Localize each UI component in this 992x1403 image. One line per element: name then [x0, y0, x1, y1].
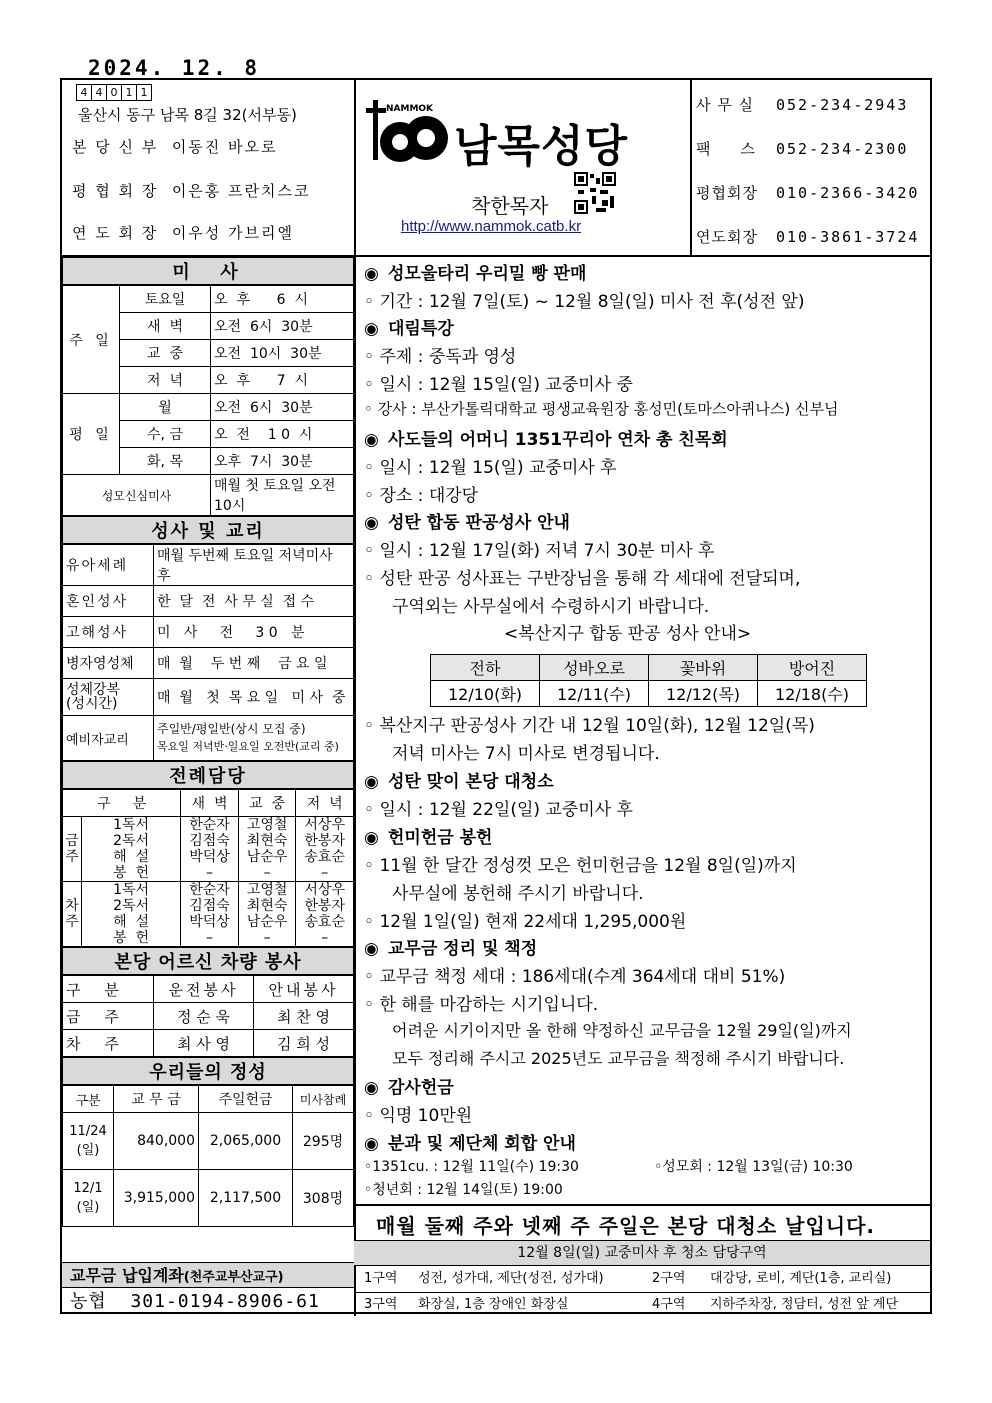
notice-line	[364, 851, 797, 876]
youth-name: 이우성 가브리엘	[171, 224, 295, 242]
notice-title-text: 헌미헌금 봉헌	[388, 828, 493, 848]
person: 한봉자	[304, 898, 345, 914]
person: 송효순	[304, 914, 345, 930]
table-row	[63, 790, 354, 817]
person: 김점숙	[189, 833, 230, 849]
notice-text: 기간 : 12월 7일(토) ~ 12월 8일(일) 미사 전 후(성전 앞)	[379, 292, 805, 312]
offering-head: 구분	[63, 1086, 114, 1113]
contact-row	[696, 94, 908, 115]
offering-head: 주일헌금	[199, 1086, 293, 1113]
zone-label: 1구역	[364, 1271, 398, 1286]
mass-time-key: 토요일	[120, 286, 211, 313]
notice-text: 강사 : 부산가톨릭대학교 평생교육원장 홍성민(토마스아퀴나스) 신부님	[377, 400, 839, 418]
notice-title	[364, 934, 537, 959]
table-row	[63, 1086, 354, 1113]
notice-title	[364, 259, 586, 284]
notice-line	[654, 1156, 853, 1176]
zip-digit: 4	[76, 84, 92, 101]
person: 송효순	[304, 849, 345, 865]
parish-name: 전하	[431, 655, 540, 681]
notice-line	[364, 795, 633, 820]
table-row	[431, 655, 867, 681]
offering-table	[62, 1085, 354, 1227]
week-label: 차 주	[63, 882, 82, 947]
sub-bullet-icon: ◦	[364, 912, 375, 932]
table-row	[63, 394, 354, 421]
sacrament-key: 예비자교리	[63, 716, 154, 761]
person: 고영철	[246, 817, 288, 833]
council-label: 평 협 회 장	[72, 182, 159, 200]
vehicle-guide: 김 희 성	[254, 1030, 354, 1057]
notice-line: 어려운 시기이지만 올 한해 약정하신 교무금을 12월 29일(일)까지	[392, 1021, 852, 1040]
account-label-bar	[62, 1262, 354, 1288]
header-contacts	[690, 80, 930, 255]
main-cell	[238, 817, 296, 882]
bullet-icon: ◉	[364, 513, 379, 533]
contact-label: 연도회장	[696, 228, 758, 246]
notice-title	[364, 508, 570, 533]
person: 남순우	[246, 849, 288, 865]
sub-bullet-icon: ◦	[364, 375, 375, 395]
table-row	[63, 286, 354, 313]
catechism-value	[154, 716, 354, 761]
main-cell	[238, 882, 296, 947]
mass-time-value: 오전 6시 30분	[211, 313, 354, 340]
notice-line: 사무실에 봉헌해 주시기 바랍니다.	[392, 884, 644, 904]
person: –	[321, 930, 329, 946]
parish-name: 방어진	[758, 655, 867, 681]
mass-time-key: 새 벽	[120, 313, 211, 340]
offering-date: 11/24 (일)	[63, 1113, 114, 1170]
offering-sunday: 2,065,000	[199, 1113, 293, 1170]
vehicle-head: 운전봉사	[154, 976, 254, 1003]
role: 봉 헌	[113, 865, 150, 881]
vehicle-section-title: 본당 어르신 차량 봉사	[62, 947, 354, 975]
notice-text: 12월 1일(일) 현재 22세대 1,295,000원	[379, 912, 687, 932]
left-column	[62, 257, 356, 1316]
vehicle-head: 안내봉사	[254, 976, 354, 1003]
notice-text: 일시 : 12월 22일(일) 교중미사 후	[379, 800, 633, 820]
sub-bullet-icon: ◦	[654, 1159, 663, 1175]
liturgy-head: 교 중	[238, 790, 296, 817]
role: 봉 헌	[113, 930, 150, 946]
zone-label: 3구역	[364, 1297, 398, 1312]
qr-code-icon	[574, 172, 616, 214]
notice-line	[364, 398, 838, 419]
confession-date: 12/12(목)	[649, 681, 758, 707]
account-note: (천주교부산교구)	[183, 1270, 284, 1285]
notice-subtitle: <복산지구 합동 판공 성사 안내>	[504, 624, 752, 644]
sacrament-key: 혼인성사	[63, 586, 154, 617]
header	[62, 80, 930, 257]
mass-time-value: 오후 7시 30분	[211, 448, 354, 475]
council-name: 이은홍 프란치스코	[171, 182, 311, 200]
person: 한순자	[189, 882, 230, 898]
sub-bullet-icon: ◦	[364, 486, 375, 506]
header-logo-area	[354, 80, 692, 255]
notice-line	[364, 342, 516, 367]
notice-title-text: 감사헌금	[388, 1078, 454, 1098]
vehicle-week: 금 주	[63, 1003, 154, 1030]
mass-table	[62, 285, 354, 516]
notice-line	[364, 481, 478, 506]
person: 서상우	[304, 882, 345, 898]
cleaning-zone-row	[354, 1292, 930, 1318]
notice-text: 11월 한 달간 정성껏 모은 헌미헌금을 12월 8일(일)까지	[379, 856, 797, 876]
contact-number: 052-234-2300	[776, 140, 909, 158]
table-row	[63, 648, 354, 679]
table-row	[63, 586, 354, 617]
notice-title	[364, 1129, 576, 1154]
table-row	[63, 475, 354, 516]
person: 서상우	[304, 817, 345, 833]
sacrament-key: 고해성사	[63, 617, 154, 648]
notice-text: 1351cu. : 12월 11일(수) 19:30	[372, 1159, 579, 1175]
mass-time-key: 월	[120, 394, 211, 421]
person: 남순우	[246, 914, 288, 930]
bullet-icon: ◉	[364, 319, 379, 339]
offering-attendance: 295명	[293, 1113, 354, 1170]
notice-text: 일시 : 12월 15일(일) 교중미사 중	[379, 375, 633, 395]
person: 최현숙	[246, 898, 288, 914]
dawn-cell	[181, 882, 239, 947]
notice-title	[364, 314, 454, 339]
sub-bullet-icon: ◦	[364, 400, 373, 418]
notice-text: 주제 : 중독과 영성	[379, 347, 517, 367]
sacrament-value: 매 월 첫 목 요 일 미 사 중	[154, 679, 354, 716]
parish-name: 성바오로	[540, 655, 649, 681]
offering-section-title: 우리들의 정성	[62, 1057, 354, 1085]
sacrament-value: 한 달 전 사 무 실 접 수	[154, 586, 354, 617]
notice-title	[364, 823, 492, 848]
pastor-name: 이동진 바오로	[171, 138, 278, 156]
bullet-icon: ◉	[364, 430, 379, 450]
contact-number: 052-234-2943	[776, 96, 909, 114]
catechism-line: 주일반/평일반(상시 모집 중)	[157, 722, 306, 736]
notice-title-text: 성모울타리 우리밀 빵 판매	[388, 264, 587, 284]
notice-line	[364, 536, 714, 561]
contact-row	[696, 226, 919, 247]
parish-name: 꽃바위	[649, 655, 758, 681]
liturgy-roles	[82, 817, 181, 882]
zone-area: 화장실, 1층 장애인 화장실	[418, 1297, 569, 1312]
notice-text: 일시 : 12월 17일(화) 저녁 7시 30분 미사 후	[379, 541, 715, 561]
person: –	[206, 865, 213, 881]
zone-area: 지하주차장, 정담터, 성전 앞 계단	[710, 1297, 899, 1312]
sub-bullet-icon: ◦	[364, 347, 375, 367]
sacrament-value: 매 월 두 번 째 금 요 일	[154, 648, 354, 679]
zone-label: 2구역	[652, 1271, 686, 1286]
notice-text: 교무금 책정 세대 : 186세대(수계 364세대 대비 51%)	[379, 967, 786, 987]
contact-number: 010-3861-3724	[776, 228, 920, 246]
person: 한봉자	[304, 833, 345, 849]
notice-text: 성모회 : 12월 13일(금) 10:30	[662, 1159, 853, 1175]
table-row	[63, 545, 354, 586]
bulletin-date: 2024. 12. 8	[88, 56, 261, 80]
mass-time-value: 오전 6시 30분	[211, 394, 354, 421]
sub-bullet-icon: ◦	[364, 1182, 373, 1198]
sacrament-key: 병자영성체	[63, 648, 154, 679]
table-row	[63, 679, 354, 716]
youth-row	[72, 222, 294, 243]
sub-bullet-icon: ◦	[364, 995, 375, 1015]
account-number: 농협 301-0194-8906-61	[70, 1291, 320, 1312]
contact-label: 평협회장	[696, 184, 758, 202]
offering-dues: 840,000	[114, 1113, 199, 1170]
person: –	[263, 930, 271, 946]
contact-label: 팩 스	[696, 140, 756, 158]
cleaning-box	[354, 1204, 930, 1318]
liturgy-roles	[82, 882, 181, 947]
pastor-row	[72, 136, 278, 157]
notice-title-text: 사도들의 어머니 1351꾸리아 연차 총 친목회	[388, 430, 728, 450]
sub-bullet-icon: ◦	[364, 856, 375, 876]
bulletin-frame	[60, 78, 932, 1314]
bullet-icon: ◉	[364, 264, 379, 284]
notice-line: 저녁 미사는 7시 미사로 변경됩니다.	[392, 744, 660, 764]
notice-line: 모두 정리해 주시고 2025년도 교무금을 책정해 주시기 바랍니다.	[392, 1049, 845, 1068]
table-row	[63, 1030, 354, 1057]
zone-area: 대강당, 로비, 계단(1층, 교리실)	[710, 1271, 892, 1286]
mass-time-key: 화, 목	[120, 448, 211, 475]
mass-time-value: 오 후 6 시	[211, 286, 354, 313]
council-row	[72, 180, 311, 201]
notice-line	[364, 564, 800, 589]
liturgy-head: 저 녁	[296, 790, 354, 817]
zone-label: 4구역	[652, 1297, 686, 1312]
notice-line	[364, 1101, 472, 1126]
zip-digit: 4	[91, 84, 107, 101]
vehicle-driver: 정 순 욱	[154, 1003, 254, 1030]
vehicle-table	[62, 975, 354, 1057]
liturgy-table	[62, 789, 354, 947]
confession-schedule-table	[430, 654, 867, 707]
person: 김점숙	[189, 898, 230, 914]
table-row	[63, 617, 354, 648]
notice-text: 복산지구 판공성사 기간 내 12월 10일(화), 12월 12일(목)	[379, 716, 815, 736]
notice-title-text: 교무금 정리 및 책정	[388, 939, 538, 959]
notice-text: 청년회 : 12월 14일(토) 19:00	[372, 1182, 563, 1198]
sacraments-table	[62, 544, 354, 761]
dawn-cell	[181, 817, 239, 882]
notice-line	[364, 907, 686, 932]
person: 고영철	[246, 882, 288, 898]
address: 울산시 동구 남목 8길 32(서부동)	[78, 106, 297, 124]
sunday-label: 주 일	[63, 286, 120, 394]
bullet-icon: ◉	[364, 1134, 379, 1154]
eve-cell	[296, 882, 354, 947]
person: 박덕상	[189, 914, 230, 930]
account-label: 교무금 납입계좌	[70, 1266, 184, 1285]
offering-head: 미사참례	[293, 1086, 354, 1113]
logo-subtext: NAMMOK	[386, 104, 434, 114]
table-row	[63, 817, 354, 882]
sub-bullet-icon: ◦	[364, 800, 375, 820]
table-row	[63, 1170, 354, 1227]
zip-digit: 0	[106, 84, 122, 101]
notice-title	[364, 1073, 454, 1098]
offering-head: 교 무 금	[114, 1086, 199, 1113]
notice-text: 익명 10만원	[379, 1106, 473, 1126]
bullet-icon: ◉	[364, 828, 379, 848]
table-row	[63, 716, 354, 761]
notice-title	[364, 425, 728, 450]
mass-time-value: 오 전 1 0 시	[211, 421, 354, 448]
notice-line	[364, 287, 804, 312]
mass-time-key: 수, 금	[120, 421, 211, 448]
notice-line	[364, 1179, 563, 1199]
liturgy-head: 구 분	[63, 790, 181, 817]
vehicle-guide: 최 찬 영	[254, 1003, 354, 1030]
person: –	[321, 865, 329, 881]
role: 해 설	[113, 849, 150, 865]
role: 2독서	[113, 833, 150, 849]
motto: 착한목자	[471, 194, 549, 218]
website-link[interactable]: http://www.nammok.catb.kr	[401, 218, 582, 235]
notice-line	[364, 962, 785, 987]
table-row	[63, 882, 354, 947]
liturgy-head: 새 벽	[181, 790, 239, 817]
sacrament-key: 유아세례	[63, 545, 154, 586]
pastor-label: 본 당 신 부	[72, 138, 159, 156]
heart-mass-label: 성모신심미사	[63, 475, 211, 516]
notice-line	[364, 453, 617, 478]
cleaning-zone-row	[354, 1266, 930, 1293]
role: 1독서	[113, 882, 150, 898]
cleaning-subtitle: 12월 8일(일) 교중미사 후 청소 담당구역	[354, 1240, 930, 1266]
mass-time-key: 교 중	[120, 340, 211, 367]
sacrament-value: 매월 두번째 토요일 저녁미사 후	[154, 545, 354, 586]
zip-digit: 1	[121, 84, 137, 101]
sacraments-section-title: 성사 및 교리	[62, 516, 354, 544]
right-column	[354, 257, 930, 1316]
catechism-line: 목요일 저녁반·일요일 오전반(교리 중)	[157, 740, 339, 753]
person: 박덕상	[189, 849, 230, 865]
sub-bullet-icon: ◦	[364, 292, 375, 312]
mass-time-value: 오전 10시 30분	[211, 340, 354, 367]
notice-line: 구역외는 사무실에서 수령하시기 바랍니다.	[392, 597, 710, 617]
sub-bullet-icon: ◦	[364, 1106, 375, 1126]
sub-bullet-icon: ◦	[364, 541, 375, 561]
sub-bullet-icon: ◦	[364, 716, 375, 736]
cleaning-headline: 매월 둘째 주와 넷째 주 주일은 본당 대청소 날입니다.	[376, 1214, 876, 1238]
contact-label: 사 무 실	[696, 96, 755, 114]
youth-label: 연 도 회 장	[72, 224, 159, 242]
notice-title	[364, 767, 554, 792]
contact-row	[696, 138, 908, 159]
weekday-label: 평 일	[63, 394, 120, 475]
notice-line	[364, 1156, 579, 1176]
church-name: 남목성당	[454, 121, 629, 172]
heart-mass-value: 매월 첫 토요일 오전 10시	[211, 475, 354, 516]
bullet-icon: ◉	[364, 939, 379, 959]
table-row	[63, 1113, 354, 1170]
notice-text: 장소 : 대강당	[379, 486, 479, 506]
offering-dues: 3,915,000	[114, 1170, 199, 1227]
vehicle-week: 차 주	[63, 1030, 154, 1057]
confession-date: 12/18(수)	[758, 681, 867, 707]
person: –	[206, 930, 213, 946]
sub-bullet-icon: ◦	[364, 458, 375, 478]
notice-line	[364, 711, 815, 736]
person: 한순자	[189, 817, 230, 833]
liturgy-section-title: 전례담당	[62, 761, 354, 789]
bullet-icon: ◉	[364, 772, 379, 792]
confession-date: 12/11(수)	[540, 681, 649, 707]
notice-text: 성탄 판공 성사표는 구반장님을 통해 각 세대에 전달되며,	[379, 569, 801, 589]
sub-bullet-icon: ◦	[364, 569, 375, 589]
sub-bullet-icon: ◦	[364, 967, 375, 987]
mass-time-value: 오 후 7 시	[211, 367, 354, 394]
bullet-icon: ◉	[364, 1078, 379, 1098]
offering-sunday: 2,117,500	[199, 1170, 293, 1227]
notice-line	[364, 990, 598, 1015]
contact-number: 010-2366-3420	[776, 184, 920, 202]
notice-title-text: 분과 및 제단체 회합 안내	[388, 1134, 576, 1154]
vehicle-head: 구 분	[63, 976, 154, 1003]
zip-code	[76, 84, 151, 101]
offering-attendance: 308명	[293, 1170, 354, 1227]
notice-title-text: 성탄 맞이 본당 대청소	[388, 772, 554, 792]
notice-title-text: 대림특강	[388, 319, 454, 339]
table-row	[63, 976, 354, 1003]
notice-text: 일시 : 12월 15(일) 교중미사 후	[379, 458, 617, 478]
person: –	[263, 865, 271, 881]
notice-text: 한 해를 마감하는 시기입니다.	[379, 995, 599, 1015]
mass-time-key: 저 녁	[120, 367, 211, 394]
offering-date: 12/1 (일)	[63, 1170, 114, 1227]
table-row	[431, 681, 867, 707]
role: 해 설	[113, 914, 150, 930]
eve-cell	[296, 817, 354, 882]
sub-bullet-icon: ◦	[364, 1159, 373, 1175]
person: 최현숙	[246, 833, 288, 849]
week-label: 금 주	[63, 817, 82, 882]
mass-section-title: 미 사	[62, 257, 354, 285]
confession-date: 12/10(화)	[431, 681, 540, 707]
contact-row	[696, 182, 919, 203]
notice-title-text: 성탄 합동 판공성사 안내	[388, 513, 570, 533]
zip-digit: 1	[136, 84, 152, 101]
sacrament-key: 성체강복 (성시간)	[63, 679, 154, 716]
table-row	[63, 1003, 354, 1030]
zone-area: 성전, 성가대, 제단(성전, 성가대)	[418, 1271, 604, 1286]
role: 1독서	[113, 817, 150, 833]
header-left	[62, 80, 356, 255]
vehicle-driver: 최 사 영	[154, 1030, 254, 1057]
role: 2독서	[113, 898, 150, 914]
notice-line	[364, 370, 633, 395]
sacrament-value: 미 사 전 3 0 분	[154, 617, 354, 648]
